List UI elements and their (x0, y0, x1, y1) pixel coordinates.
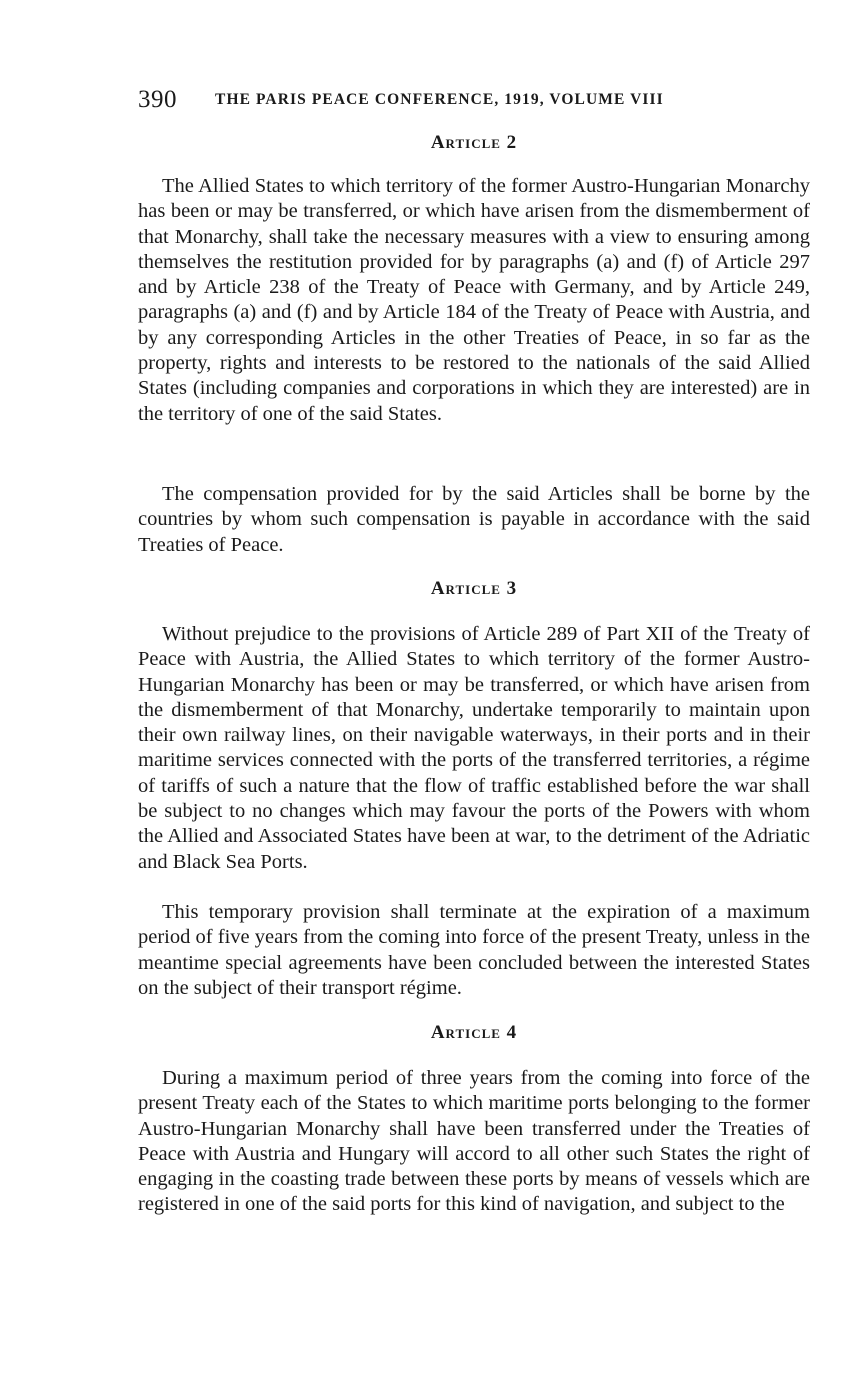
article-2-paragraph-1: The Allied States to which territory of the former Austro-Hungarian Monarchy has been or may be transferred, or which have arisen from the dismemberment of that Monarchy, shall take the necessary measures with a view to ensuring among themselves the restitution provided for by paragraphs (a) and (f) of Article 297 and by Article 238 of the Treaty of Peace with Germany, and by Article 249, paragraphs (a) and (f) and by Article 184 of the Treaty of Peace with Austria, and by any corresponding Articles in the other Treaties of Peace, in so far as the property, rights and interests to be restored to the nationals of the said Allied States (including companies and corporations in which they are interested) are in the territory of one of the said States. (138, 175, 810, 425)
running-title: THE PARIS PEACE CONFERENCE, 1919, VOLUME VIII (215, 91, 664, 108)
article-2-paragraph-2: The compensation provided for by the said Articles shall be borne by the countries by whom such compensation is payable in accordance with the said Treaties of Peace. (138, 483, 810, 556)
article-4-heading: Article 4 (430, 1022, 518, 1043)
article-3-paragraph-2: This temporary provision shall terminate at the expiration of a maximum period of five years from the coming into force of the present Treaty, unless in the meantime special agreements have been concluded between the interested States on the subject of their transport régime. (138, 901, 810, 999)
article-3-paragraph-1: Without prejudice to the provisions of Article 289 of Part XII of the Treaty of Peace with Austria, the Allied States to which territory of the former Austro-Hungarian Monarchy has been or may be transferred, or which have arisen from the dismemberment of that Monarchy, undertake temporarily to maintain upon their own railway lines, on their navigable waterways, in their ports and in their maritime services connected with the ports of the transferred territories, a régime of tariffs of such a nature that the flow of traffic established before the war shall be subject to no changes which may favour the ports of the Powers with whom the Allied and Associated States have been at war, to the detriment of the Adriatic and Black Sea Ports. (138, 623, 810, 873)
article-2-heading: Article 2 (430, 132, 518, 153)
running-head (138, 86, 810, 116)
article-4-paragraph-1: During a maximum period of three years from the coming into force of the present Treaty each of the States to which maritime ports belonging to the former Austro-Hungarian Monarchy shall have been transferred under the Treaties of Peace with Austria and Hungary will accord to all other such States the right of engaging in the coasting trade between these ports by means of vessels which are registered in one of the said ports for this kind of navigation, and subject to the (138, 1067, 810, 1216)
article-3-heading: Article 3 (430, 578, 518, 599)
page-number: 390 (138, 86, 177, 113)
